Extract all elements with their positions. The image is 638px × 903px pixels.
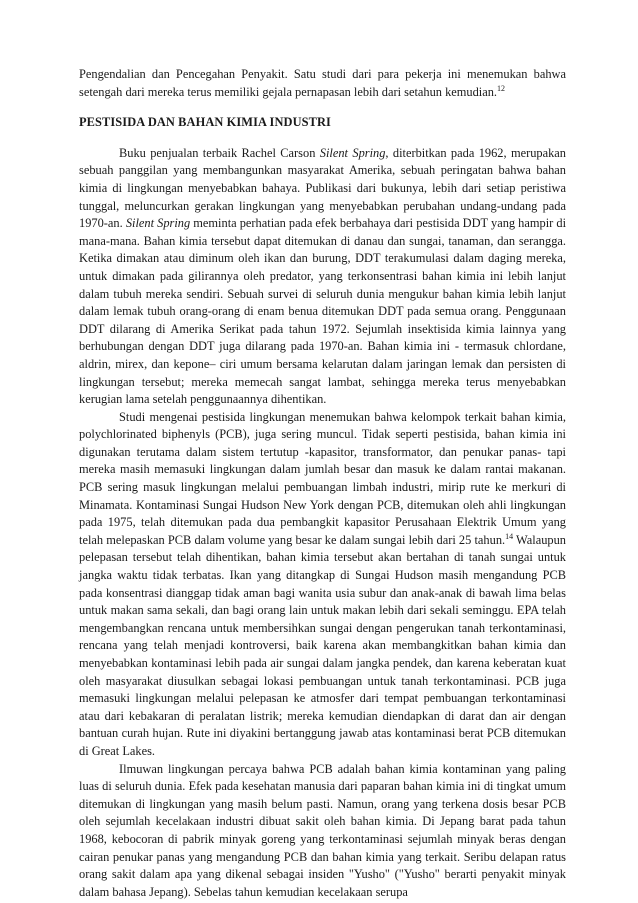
footnote-marker: 14 bbox=[505, 531, 514, 541]
body-paragraph-3 bbox=[79, 761, 566, 902]
para1-text-a: Buku penjualan terbaik Rachel Carson bbox=[119, 145, 320, 160]
footnote-marker: 12 bbox=[497, 83, 506, 93]
para2-text-b: Walaupun pelepasan tersebut telah dihentikan, bahan kimia tersebut akan bertahan di tanah sungai untuk jangka waktu tidak terbatas. Ikan yang ditangkap di Sungai Hudson masih mengandung PCB pada konsentrasi dianggap tidak aman bagi wanita usia subur dan anak-anak di bawah lima belas untuk makan sama sekali, dan bagi orang lain untuk makan lebih dari sekali seminggu. EPA telah mengembangkan rencana untuk membersihkan sungai dengan pengerukan tanah terkontaminasi, rencana yang telah menjadi kontroversi, baik karena akan membangkitkan bahan kimia dan menyebabkan kontaminasi lebih pada air sungai dalam jangka pendek, dan karena keberatan kuat oleh masyarakat diusulkan sebagai lokasi pembuangan untuk tanah terkontaminasi. PCB juga memasuki lingkungan melalui pelepasan ke atmosfer dari tempat pembuangan terkontaminasi atau dari kebakaran di peralatan listrik; mereka kemudian diendapkan di darat dan air dengan bantuan curah hujan. Rute ini diyakini bertanggung jawab atas kontaminasi berat PCB ditemukan di Great Lakes. bbox=[79, 532, 566, 758]
section-heading: PESTISIDA DAN BAHAN KIMIA INDUSTRI bbox=[79, 115, 331, 130]
para1-text-e: meminta perhatian pada efek berbahaya dari pestisida DDT yang hampir di mana-mana. Bahan kimia tersebut dapat ditemukan di danau dan sungai, tanaman, dan serangga. Ketika dimakan atau diminum oleh ikan dan burung, DDT terakumulasi dalam daging mereka, untuk dimakan pada gilirannya oleh predator, yang terkonsentrasi bahan kimia ini lebih lanjut dalam tubuh mereka sendiri. Sebuah survei di seluruh dunia mengukur bahan kimia lebih lanjut dalam lemak tubuh orang-orang di enam benua ditemukan DDT pada semua orang. Penggunaan DDT dilarang di Amerika Serikat pada tahun 1972. Sejumlah insektisida kimia lainnya yang berhubungan dengan DDT juga dilarang pada 1970-an. Bahan kimia ini - termasuk chlordane, aldrin, mirex, dan kepone– ciri umum bersama kelarutan dalam jaringan lemak dan persisten di lingkungan tersebut; mereka memecah sangat lambat, sehingga mereka terus menyebabkan kerugian lama setelah penggunaannya dihentikan. bbox=[79, 216, 567, 407]
book-title-italic: Silent Spring bbox=[319, 145, 386, 160]
book-title-italic: Silent Spring bbox=[125, 216, 191, 231]
intro-text: Pengendalian dan Pencegahan Penyakit. Satu studi dari para pekerja ini menemukan bahwa setengah dari mereka terus memiliki gejala pernapasan lebih dari setahun kemudian. bbox=[79, 67, 566, 99]
para1-text-c: , diterbitkan pada 1962, merupakan sebuah panggilan yang membangunkan masyarakat Amerika, sebuah peringatan bahwa bahan kimia di lingkungan menyebabkan bahaya. Publikasi dari bukunya, lebih dari setiap peristiwa tunggal, meluncurkan gerakan lingkungan yang menyebabkan perubahan undang-undang pada 1970-an. bbox=[79, 145, 566, 231]
body-paragraph-1 bbox=[79, 145, 566, 409]
body-paragraph-2 bbox=[79, 409, 566, 761]
intro-paragraph bbox=[79, 66, 566, 101]
para2-text-a: Studi mengenai pestisida lingkungan menemukan bahwa kelompok terkait bahan kimia, polychlorinated biphenyls (PCB), juga sering muncul. Tidak seperti pestisida, bahan kimia ini digunakan terutama dalam sistem tertutup -kapasitor, transformator, dan penukar panas- tapi mereka masih memasuki lingkungan dalam jumlah besar dan masuk ke dalam rantai makanan. PCB sering masuk lingkungan melalui pembuangan limbah industri, mirip rute ke merkuri di Minamata. Kontaminasi Sungai Hudson New York dengan PCB, ditemukan oleh ahli lingkungan pada 1975, telah ditemukan pada dua pembangkit kapasitor Perusahaan Elektrik Umum yang telah melepaskan PCB dalam volume yang besar ke dalam sungai lebih dari 25 tahun. bbox=[79, 409, 566, 547]
para3-text: Ilmuwan lingkungan percaya bahwa PCB adalah bahan kimia kontaminan yang paling luas di seluruh dunia. Efek pada kesehatan manusia dari paparan bahan kimia ini di tingkat umum ditemukan di lingkungan yang masih belum pasti. Namun, orang yang terkena dosis besar PCB oleh sejumlah kecelakaan industri dibuat sakit oleh bahan kimia. Di Jepang barat pada tahun 1968, kebocoran di pabrik minyak goreng yang terkontaminasi sejumlah minyak beras dengan cairan penukar panas yang mengandung PCB dan bahan kimia yang terkait. Seribu delapan ratus orang sakit dalam apa yang dikenal sebagai insiden "Yusho" ("Yusho" berarti penyakit minyak dalam bahasa Jepang). Sebelas tahun kemudian kecelakaan serupa bbox=[79, 761, 566, 899]
